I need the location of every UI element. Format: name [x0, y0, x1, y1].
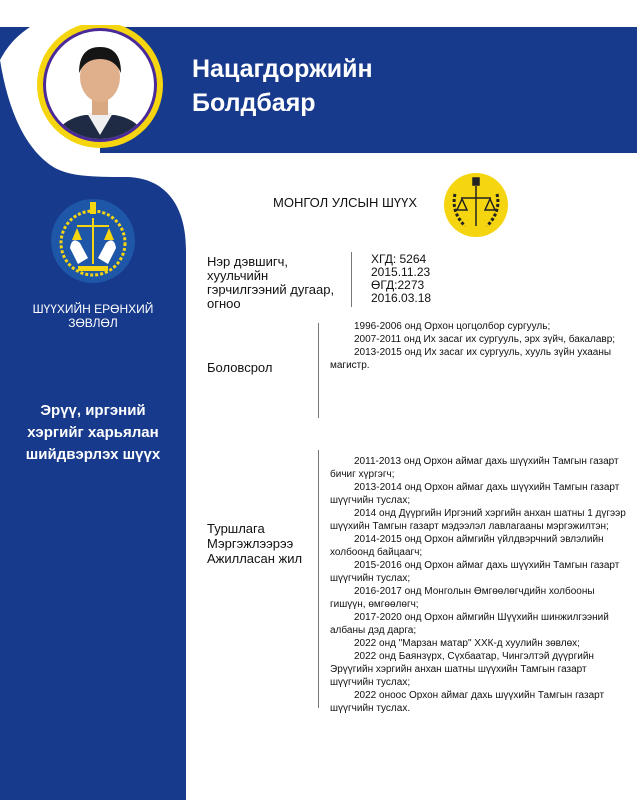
judicial-council-label [10, 302, 176, 330]
education-item: 1996-2006 онд Орхон цогцолбор сургууль; [354, 321, 551, 332]
label-line: огноо [207, 296, 241, 311]
name-line-1: Нацагдоржийн [192, 55, 373, 83]
specialization-line: Эрүү, иргэний [40, 402, 146, 419]
nomination-values [371, 253, 431, 305]
education-label: Боловсрол [207, 360, 273, 375]
profile-photo [35, 25, 165, 155]
experience-label [207, 521, 302, 566]
specialization-line: шийдвэрлэх шүүх [25, 446, 161, 463]
court-title: МОНГОЛ УЛСЫН ШҮҮХ [273, 195, 418, 210]
value-line: 2016.03.18 [371, 291, 432, 305]
judicial-council-emblem [50, 198, 136, 284]
label-line: хуульчийн [207, 268, 269, 283]
education-item: 2007-2011 онд Их засаг их сургууль, эрх зүйч, бакалавр; [354, 334, 616, 345]
council-line-1: ШҮҮХИЙН ЕРӨНХИЙ [32, 302, 154, 316]
council-line-2: ЗӨВЛӨЛ [68, 316, 118, 330]
experience-item: 2014-2015 онд Орхон аймгийн үйлдвэрчний эвлэлийн холбоонд байцаагч; [330, 534, 604, 558]
label-line: Ажилласан жил [207, 551, 303, 566]
person-name [192, 52, 373, 120]
label-line: Туршлага [207, 521, 265, 536]
education-item: 2013-2015 онд Их засаг их сургууль, хууль зүйн ухааны магистр. [330, 347, 612, 371]
experience-item: 2014 онд Дүүргийн Иргэний хэргийн анхан шатны 1 дүгээр шүүхийн Тамгын газарт мэдээлэл лавлагааны мэргэжилтэн; [330, 508, 626, 532]
experience-item: 2022 оноос Орхон аймаг дахь шүүхийн Тамгын газарт шүүгчийн туслах. [330, 690, 605, 714]
label-line: гэрчилгээний дугаар, [207, 282, 335, 297]
value-line: ӨГД:2273 [371, 278, 425, 292]
experience-item: 2022 онд "Марзан матар" ХХК-д хуулийн зөвлөх; [354, 638, 580, 649]
value-line: 2015.11.23 [371, 265, 431, 279]
court-emblem [443, 172, 509, 238]
experience-item: 2015-2016 онд Орхон аймаг дахь шүүхийн Тамгын газарт шүүгчийн туслах; [330, 560, 620, 584]
label-line: Мэргэжлээрээ [207, 536, 294, 551]
label-line: Нэр дэвшигч, [207, 254, 288, 269]
experience-item: 2017-2020 онд Орхон аймгийн Шүүхийн шинжилгээний албаны дэд дарга; [330, 612, 609, 636]
experience-item: 2013-2014 онд Орхон аймаг дахь шүүхийн Тамгын газарт шүүгчийн туслах; [330, 482, 620, 506]
specialization-line: хэргийг харьялан [27, 424, 159, 441]
divider [318, 450, 319, 708]
experience-item: 2016-2017 онд Монголын Өмгөөлөгчдийн холбооны гишүүн, өмгөөлөгч; [330, 586, 595, 610]
divider [318, 323, 319, 418]
education-list [330, 320, 630, 372]
experience-item: 2022 онд Баянзүрх, Сүхбаатар, Чингэлтэй дүүргийн Эрүүгийн хэргийн анхан шатны шүүхийн Тамгын газарт шүүгчийн туслах; [330, 651, 594, 688]
experience-list [330, 455, 630, 715]
divider [351, 252, 352, 307]
court-specialization [10, 400, 176, 466]
nomination-label [207, 255, 334, 311]
name-line-2: Болдбаяр [192, 89, 316, 117]
experience-item: 2011-2013 онд Орхон аймаг дахь шүүхийн Тамгын газарт бичиг хүргэгч; [330, 456, 619, 480]
value-line: ХГД: 5264 [371, 252, 427, 266]
